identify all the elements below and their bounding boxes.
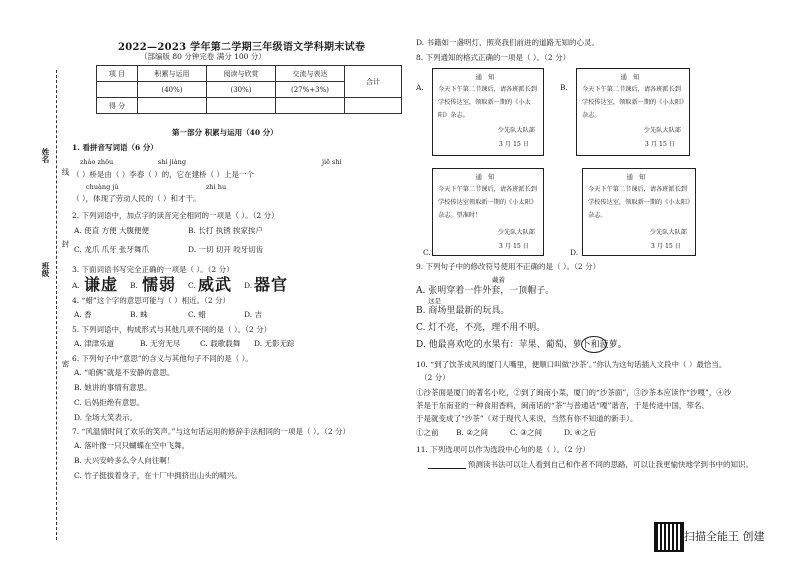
option-label[interactable]: C. xyxy=(423,248,431,257)
pinyin: zhào zhōu xyxy=(80,158,114,166)
scanner-watermark: 扫描全能王 创建 xyxy=(684,530,765,543)
q10-passage-line: ①沙茶面是厦门的著名小吃，②到了闽南小菜，厦门的“沙茶面”，③沙茶本应读作“沙嘎”，④沙 xyxy=(416,388,732,397)
notice-date: 3 月 15 日 xyxy=(650,243,681,250)
notice-title: 通知 xyxy=(626,173,652,181)
notice-body: 今天下午第二节课后，请各班派长到学校传达室，领取新一期的《小太阳》杂志。 xyxy=(582,86,685,119)
notice-c[interactable] xyxy=(432,168,544,256)
q4-heading: 4. “蜡”这个字的意思可能与（ ）相近。（2 分） xyxy=(72,296,230,305)
option[interactable]: ①之前 xyxy=(416,428,439,437)
option[interactable]: A. 津津乐道 xyxy=(74,339,115,348)
option[interactable]: C. 后妈拒绝有意思。 xyxy=(74,398,145,407)
q3-heading: 3. 下面词语书写完全正确的一项是（ ）。（2 分） xyxy=(72,265,234,274)
exam-subtitle: （部编版 80 分钟完卷 满分 100 分） xyxy=(140,52,266,61)
notice-sign: 少先队大队部 xyxy=(497,229,535,236)
pinyin: jiē shí xyxy=(322,158,342,166)
notice-sign: 少先队大队部 xyxy=(497,127,535,134)
class-label: 班级 xyxy=(41,262,50,277)
q7-heading: 7. “风温情时间了欢乐的笑声。”与这句话运用的修辞手法相同的一项是（ ）。（2 分） xyxy=(72,427,350,436)
q6-heading: 6. 下列句子中“意思”的含义与其他句子不同的是（ ）。 xyxy=(72,354,253,363)
option-label: C. xyxy=(188,281,196,290)
answer-blank[interactable] xyxy=(428,468,466,469)
option-label[interactable]: B. xyxy=(560,83,568,92)
option[interactable]: B. 蛛 xyxy=(130,310,148,319)
option[interactable]: B. 长打 执锈 挨家挨户 xyxy=(188,226,264,235)
handwritten-word[interactable]: 威武 xyxy=(198,275,233,294)
option[interactable]: D. 无影无踪 xyxy=(254,339,295,348)
notice-body: 今天下午第二节课后，请各班派长到学校传达室，领取新一期的《小太阳》杂志。 xyxy=(438,86,537,119)
option[interactable]: B. 她讲的事情有意思。 xyxy=(74,383,152,392)
insert-mark-text: 这是 xyxy=(428,297,441,305)
notice-title: 通知 xyxy=(620,73,646,81)
cell[interactable] xyxy=(207,98,276,114)
part1-heading: 第一部分 积累与运用（40 分） xyxy=(172,128,278,137)
cell[interactable] xyxy=(138,98,207,114)
q11-passage: 预测读书法可以让人看到自己和作者不同的思路，可以让我更愉快地学到书中的知识。 xyxy=(468,460,753,469)
handwritten-word[interactable]: 器官 xyxy=(254,275,289,294)
q7-option-d[interactable]: D. 书籍如一盏明灯，照亮我们前进的道路无知的心灵。 xyxy=(416,38,600,47)
notice-date: 3 月 15 日 xyxy=(498,243,529,250)
q5-heading: 5. 下列词语中，构成形式与其他几项不同的是（ ）。（2 分） xyxy=(72,325,272,334)
option[interactable]: C. 竹子挺拔着身子，在十厂中拥挤出山头的晴兴。 xyxy=(74,471,242,480)
option[interactable]: C. 载歌载舞 xyxy=(200,339,241,348)
score-table xyxy=(96,65,402,114)
notice-date: 3 月 15 日 xyxy=(644,141,675,148)
option[interactable]: D. 吉 xyxy=(244,310,263,319)
q9-heading: 9. 下列句子中的修改符号使用不正确的是（ ）。（2 分） xyxy=(416,262,601,271)
cell xyxy=(97,82,138,98)
notice-a[interactable] xyxy=(432,68,544,156)
option[interactable]: A. “咱俩”就是不安静的意思。 xyxy=(74,368,175,377)
option[interactable]: A. 落叶像一只只蝴蝶在空中飞舞。 xyxy=(74,441,190,450)
q1-line2: （ ），体现了劳动人民的（ ）和才干。 xyxy=(72,194,201,203)
notice-title: 通知 xyxy=(475,173,501,181)
option[interactable]: C. 龙爪 爪牙 张牙舞爪 xyxy=(74,245,150,254)
seal-mark-2: 封 xyxy=(61,240,70,248)
option[interactable]: D. 他最喜欢吃的水果有：苹果、葡萄、萝卜和菠萝。 xyxy=(416,340,627,350)
q10-score: （2 分） xyxy=(420,373,450,382)
option[interactable]: D. 一切 切开 咬牙切齿 xyxy=(188,245,264,254)
cell[interactable] xyxy=(345,98,402,114)
option[interactable]: B. 大兴安岭多么令人向往啊！ xyxy=(74,456,175,465)
notice-date: 3 月 15 日 xyxy=(498,141,529,148)
option-label: A. xyxy=(72,281,80,290)
option-label[interactable]: A. xyxy=(416,83,424,92)
seal-mark-3: 密 xyxy=(61,360,70,368)
option[interactable]: B. 商场里最新的玩具。 xyxy=(416,306,510,316)
option[interactable]: D. 全场大笑表示。 xyxy=(74,413,138,422)
q10-passage-line: 茶是于东南亚的一种食用香料，闽南话的“茶”与普通话“嘎”谐音，于是传进中国，带名、 xyxy=(416,401,709,410)
cell: (40%) xyxy=(138,82,207,98)
q1-heading: 1. 看拼音写词语（6 分） xyxy=(72,143,158,152)
option[interactable]: C. 蜡 xyxy=(188,310,206,319)
cell[interactable] xyxy=(276,98,345,114)
pinyin: shí jiàng xyxy=(158,158,186,166)
notice-body: 今天下午第二节课后，请各班派长到学校传达室，领取新一期的《小太阳》杂志。 xyxy=(588,186,691,219)
q1-line1: （ ）桥是由（ ）李春（ ）的，它在建桥（ ）上是一个 xyxy=(72,170,255,179)
pinyin: zhì hu xyxy=(206,183,227,191)
option[interactable]: C. 灯不亮，不亮，理不用不明。 xyxy=(416,323,546,333)
q11-heading: 11. 下列选项可以作为选段中心句的是（ ）。（2 分） xyxy=(416,445,590,454)
qr-code-icon xyxy=(654,522,684,552)
option-label: D. xyxy=(244,281,253,290)
binding-line xyxy=(56,70,57,540)
q10-passage-line: 于是就变成了“沙茶”（对于现代人来说，当然有你不知道的新手）。 xyxy=(416,414,638,423)
q2-heading: 2. 下列词语中，加点字的读音完全相同的一项是（ ）。（2 分） xyxy=(72,211,279,220)
option[interactable]: D. ④之后 xyxy=(564,428,597,437)
q8-heading: 8. 下列通知的格式正确的一项是（ ）。（2 分） xyxy=(416,53,571,62)
notice-b[interactable] xyxy=(576,68,690,156)
exam-title: 2022—2023 学年第二学期三年级语文学科期末试卷 xyxy=(118,42,366,53)
circle-mark xyxy=(581,336,607,353)
cell: 交流与表达 xyxy=(276,66,345,82)
cell: 合计 xyxy=(345,66,402,98)
option[interactable]: A. 张明穿着一件外套，一顶帽子。 xyxy=(416,286,555,296)
insert-mark-text: 戴着 xyxy=(492,276,505,284)
cell: 项 目 xyxy=(97,66,138,82)
option[interactable]: A. 香 xyxy=(74,310,92,319)
pinyin: chuàng jǔ xyxy=(86,183,119,191)
cell: 积累与运用 xyxy=(138,66,207,82)
cell: 得 分 xyxy=(97,98,138,114)
notice-sign: 少先队大队部 xyxy=(643,127,681,134)
option[interactable]: A. 使直 方便 大腹便便 xyxy=(74,226,149,235)
option-label[interactable]: D. xyxy=(570,248,579,257)
option[interactable]: C. ③之间 xyxy=(510,428,542,437)
option[interactable]: B. 无穷无尽 xyxy=(140,339,181,348)
seal-mark-1: 线 xyxy=(61,168,70,176)
cell: 阅读与欣赏 xyxy=(207,66,276,82)
option[interactable]: B. ②之间 xyxy=(456,428,489,437)
notice-title: 通知 xyxy=(475,73,501,81)
cell: (27%+3%) xyxy=(276,82,345,98)
name-label: 姓名 xyxy=(41,148,50,163)
cell: (30%) xyxy=(207,82,276,98)
handwritten-word[interactable]: 谦虚 xyxy=(84,275,119,294)
q10-heading: 10. “到了饮茶成风的厦门人嘴里，便顺口叫做‘沙茶’。”你认为这句话插入文段中（ ）最恰当。 xyxy=(416,360,727,369)
option-label: B. xyxy=(130,281,138,290)
notice-body: 今天下午第二节课后，请各班派长到学校传达室领取新一期的《小太阳》杂志。望准时！ xyxy=(438,186,537,219)
notice-sign: 少先队大队部 xyxy=(649,229,687,236)
handwritten-word[interactable]: 懦弱 xyxy=(142,275,177,294)
notice-d[interactable] xyxy=(582,168,696,256)
